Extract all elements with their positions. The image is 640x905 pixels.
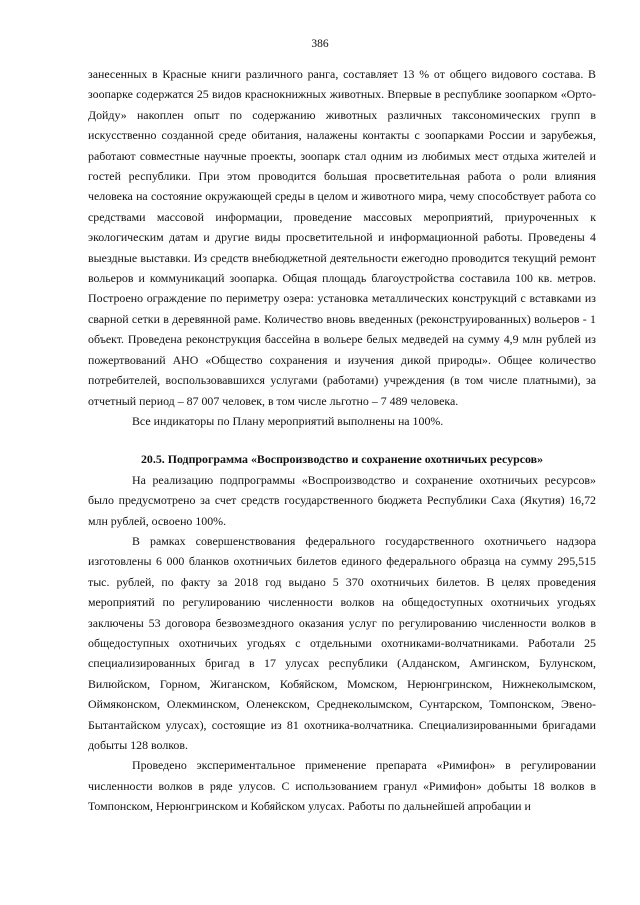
page-body bbox=[88, 64, 596, 817]
paragraph-hunting-supervision: В рамках совершенствования федерального государственного охотничьего надзора изготовлены 6 000 бланков охотничьих билетов единого федерального образца на сумму 295,515 тыс. рублей, по факту за 2018 год выдано 5 370 охотничьих билетов. В целях проведения мероприятий по регулированию численности волков на общедоступных охотничьих угодьях заключены 53 договора безвозмездного оказания услуг по регулированию численности волков в общедоступных охотничьих угодьях с отдельными охотниками-волчатниками. Работали 25 специализированных бригад в 17 улусах республики (Алданском, Амгинском, Булунском, Вилюйском, Горном, Жиганском, Кобяйском, Момском, Нерюнгринском, Нижнеколымском, Оймяконском, Олекминском, Оленекском, Среднеколымском, Сунтарском, Томпонском, Эвено-Бытантайском улусах), состоящие из 81 охотника-волчатника. Специализированными бригадами добыты 128 волков. bbox=[88, 533, 596, 752]
paragraph-funding: На реализацию подпрограммы «Воспроизводство и сохранение охотничьих ресурсов» было предусмотрено за счет средств государственного бюджета Республики Саха (Якутия) 16,72 млн рублей, освоено 100%. bbox=[88, 472, 596, 528]
section-heading: 20.5. Подпрограмма «Воспроизводство и сохранение охотничьих ресурсов» bbox=[140, 452, 544, 467]
paragraph-zoo-continuation: занесенных в Красные книги различного ранга, составляет 13 % от общего видового состава. В зоопарке содержатся 25 видов краснокнижных животных. Впервые в республике зоопарком «Орто-Дойду» накоплен опыт по содержанию животных различных таксономических групп в искусственно созданной среде обитания, налажены контакты с зоопарками России и зарубежья, работают совместные научные проекты, зоопарк стал одним из любимых мест отдыха жителей и гостей республики. При этом проводится большая просветительная работа о роли влияния человека на состояние окружающей среды в целом и животного мира, чему способствует работа со средствами массовой информации, проведение массовых мероприятий, приуроченных к экологическим датам и другие виды просветительной и информационной работы. Проведены 4 выездные выставки. Из средств внебюджетной деятельности ежегодно проводится текущий ремонт вольеров и коммуникаций зоопарка. Общая площадь благоустройства составила 100 кв. метров. Построено ограждение по периметру озера: установка металлических конструкций с вставками из сварной сетки в деревянной раме. Количество вновь введенных (реконструированных) вольеров - 1 объект. Проведена реконструкция бассейна в вольере белых медведей на сумму 4,9 млн рублей из пожертвований АНО «Общество сохранения и изучения дикой природы». Общее количество потребителей, воспользовавшихся услугами (работами) учреждения (в том числе платными), за отчетный период – 87 007 человек, в том числе льготно – 7 489 человека. bbox=[88, 67, 596, 408]
paragraph-indicators: Все индикаторы по Плану мероприятий выполнены на 100%. bbox=[132, 413, 444, 428]
page-number: 386 bbox=[311, 38, 329, 50]
paragraph-rimifon: Проведено экспериментальное применение препарата «Римифон» в регулировании численности волков в ряде улусов. С использованием гранул «Римифон» добыты 18 волков в Томпонском, Нерюнгринском и Кобяйском улусах. Работы по дальнейшей апробации и bbox=[88, 758, 596, 814]
